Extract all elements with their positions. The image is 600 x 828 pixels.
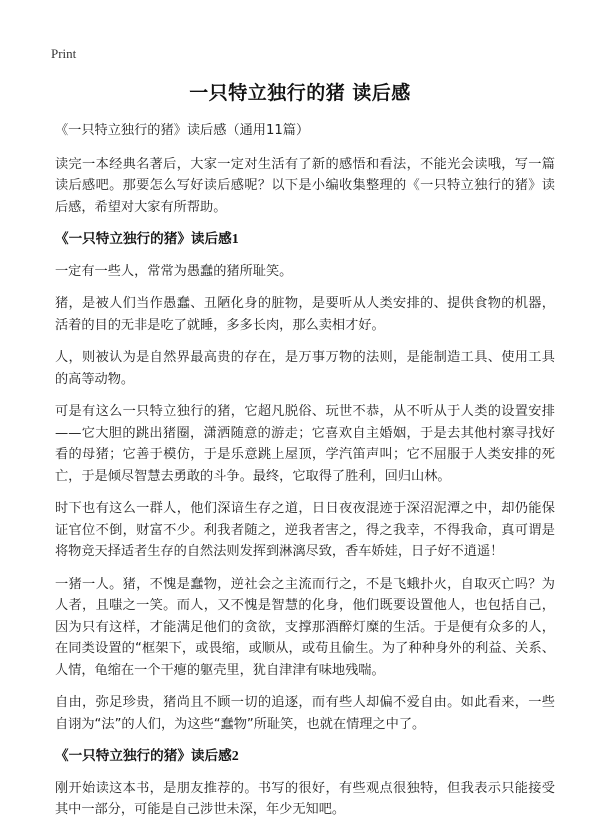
document-subtitle: 《一只特立独行的猪》读后感（通用11篇）	[55, 123, 310, 138]
section1-paragraph: 猪，是被人们当作愚蠢、丑陋化身的脏物，是要听从人类安排的、提供食物的机器，活着的目的无非是吃了就睡，多多长肉，那么卖相才好。	[55, 296, 555, 333]
section2-paragraph: 刚开始读这本书，是朋友推荐的。书写的很好，有些观点很独特，但我表示只能接受其中一部分，可能是自己涉世未深，年少无知吧。	[55, 780, 555, 817]
section1-paragraph: 人，则被认为是自然界最高贵的存在，是万事万物的法则，是能制造工具、使用工具的高等动物。	[55, 350, 555, 387]
section-heading-number: 1	[231, 232, 239, 247]
document-title: 一只特立独行的猪 读后感	[189, 82, 411, 104]
section-heading-1	[55, 229, 555, 251]
section-heading-text: 《一只特立独行的猪》读后感	[55, 748, 232, 764]
section1-paragraph: 一猪一人。猪，不愧是蠢物，逆社会之主流而行之，不是飞蛾扑火，自取灭亡吗？为人者，且嗤之一笑。而人，又不愧是智慧的化身，他们既要设置他人，也包括自己，因为只有这样，才能满足他们的贪欲，支撑那酒醉灯糜的生活。于是便有众多的人，在同类设置的“框架下，或畏缩，或顺从，或苟且偷生。为了种种身外的利益、关系、人情，龟缩在一个干瘪的躯壳里，犹自津津有味地残喘。	[55, 576, 555, 678]
section1-paragraph: 自由，弥足珍贵，猪尚且不顾一切的追逐，而有些人却偏不爱自由。如此看来，一些自诩为“法”的人们，为这些“蠢物”所耻笑，也就在情理之中了。	[55, 695, 555, 732]
intro-paragraph: 读完一本经典名著后，大家一定对生活有了新的感悟和看法，不能光会读哦，写一篇读后感吧。那要怎么写好读后感呢？以下是小编收集整理的《一只特立独行的猪》读后感，希望对大家有所帮助。	[55, 156, 555, 215]
document-body	[55, 120, 555, 828]
section1-paragraph: 可是有这么一只特立独行的猪，它超凡脱俗、玩世不恭，从不听从于人类的设置安排——它大胆的跳出猪圈，潇洒随意的游走；它喜欢自主婚姻，于是去其他村寨寻找好看的母猪；它善于模仿，于是乐意跳上屋顶，学汽笛声叫；它不屈服于人类安排的死亡，于是倾尽智慧去勇敢的斗争。最终，它取得了胜利，回归山林。	[55, 404, 555, 484]
section-heading-number: 2	[231, 749, 239, 764]
section1-paragraph: 时下也有这么一群人，他们深谙生存之道，日日夜夜混迹于深沼泥潭之中，却仍能保证官位不倒，财富不少。利我者随之，逆我者害之，得之我幸，不得我命，真可谓是将物竞天择适者生存的自然法则发挥到淋漓尽致，香车娇娃，日子好不逍遥！	[55, 501, 555, 559]
section1-paragraph: 一定有一些人，常常为愚蠢的猪所耻笑。	[55, 263, 293, 279]
section-heading-2	[55, 746, 555, 768]
print-label: Print	[51, 46, 77, 61]
section-heading-text: 《一只特立独行的猪》读后感	[55, 231, 232, 247]
